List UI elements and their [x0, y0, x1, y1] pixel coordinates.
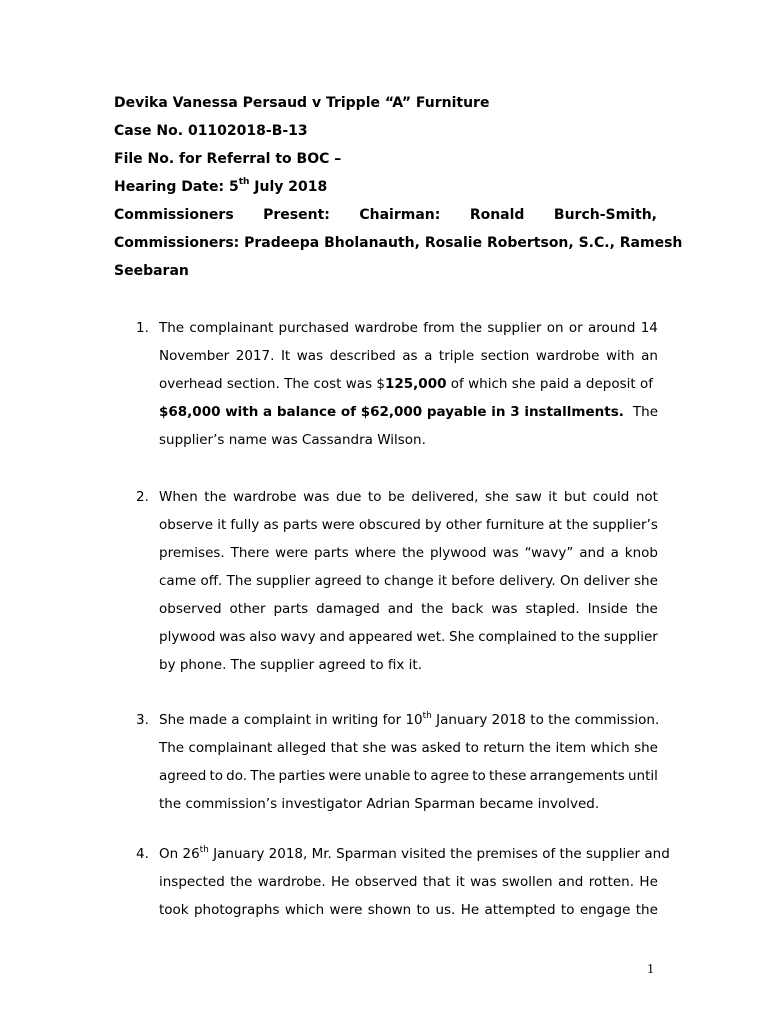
item-number: 1.	[136, 320, 149, 336]
item-text: When the wardrobe was due to be delivered, she saw it but could not observe it fully as parts were obscured by other furniture at the supplier’s premises. There were parts where the plywood was “wavy” and a knob came off. The supplier agreed to change it before delivery. On deliver she observed other parts damaged and the back was stapled. Inside the plywood was also wavy and appeared wet. She complained to the supplier by phone. The supplier agreed to fix it.	[159, 489, 658, 673]
item-number: 4.	[136, 846, 149, 862]
case-number: Case No. 01102018-B-13	[114, 123, 308, 139]
item-text: The complainant purchased wardrobe from the supplier on or around 14 November 2017. It was described as a triple section wardrobe with an overhead section. The cost was $125,000 of which she paid a deposit of $68,000 with a balance of $62,000 payable in 3 installments. The supplier’s name was Cassandra Wilson.	[159, 320, 658, 448]
item-number: 2.	[136, 489, 149, 505]
file-number: File No. for Referral to BOC –	[114, 151, 342, 167]
commissioners-present: Commissioners Present: Chairman: Ronald Burch-Smith,	[114, 207, 657, 223]
item-text: She made a complaint in writing for 10th January 2018 to the commission. The complainant alleged that she was asked to return the item which she agreed to do. The parties were unable to agree to these arrangements until the commission’s investigator Adrian Sparman became involved.	[159, 710, 660, 812]
commissioners-list-continued: Seebaran	[114, 263, 189, 279]
commissioners-list: Commissioners: Pradeepa Bholanauth, Rosalie Robertson, S.C., Ramesh	[114, 235, 683, 251]
item-number: 3.	[136, 712, 149, 728]
hearing-date: Hearing Date: 5th July 2018	[114, 177, 328, 195]
case-title: Devika Vanessa Persaud v Tripple “A” Furniture	[114, 95, 490, 111]
item-text: On 26th January 2018, Mr. Sparman visited the premises of the supplier and inspected the wardrobe. He observed that it was swollen and rotten. He took photographs which were shown to us. He attempted to engage the	[159, 844, 670, 918]
page-number: 1	[647, 962, 654, 977]
